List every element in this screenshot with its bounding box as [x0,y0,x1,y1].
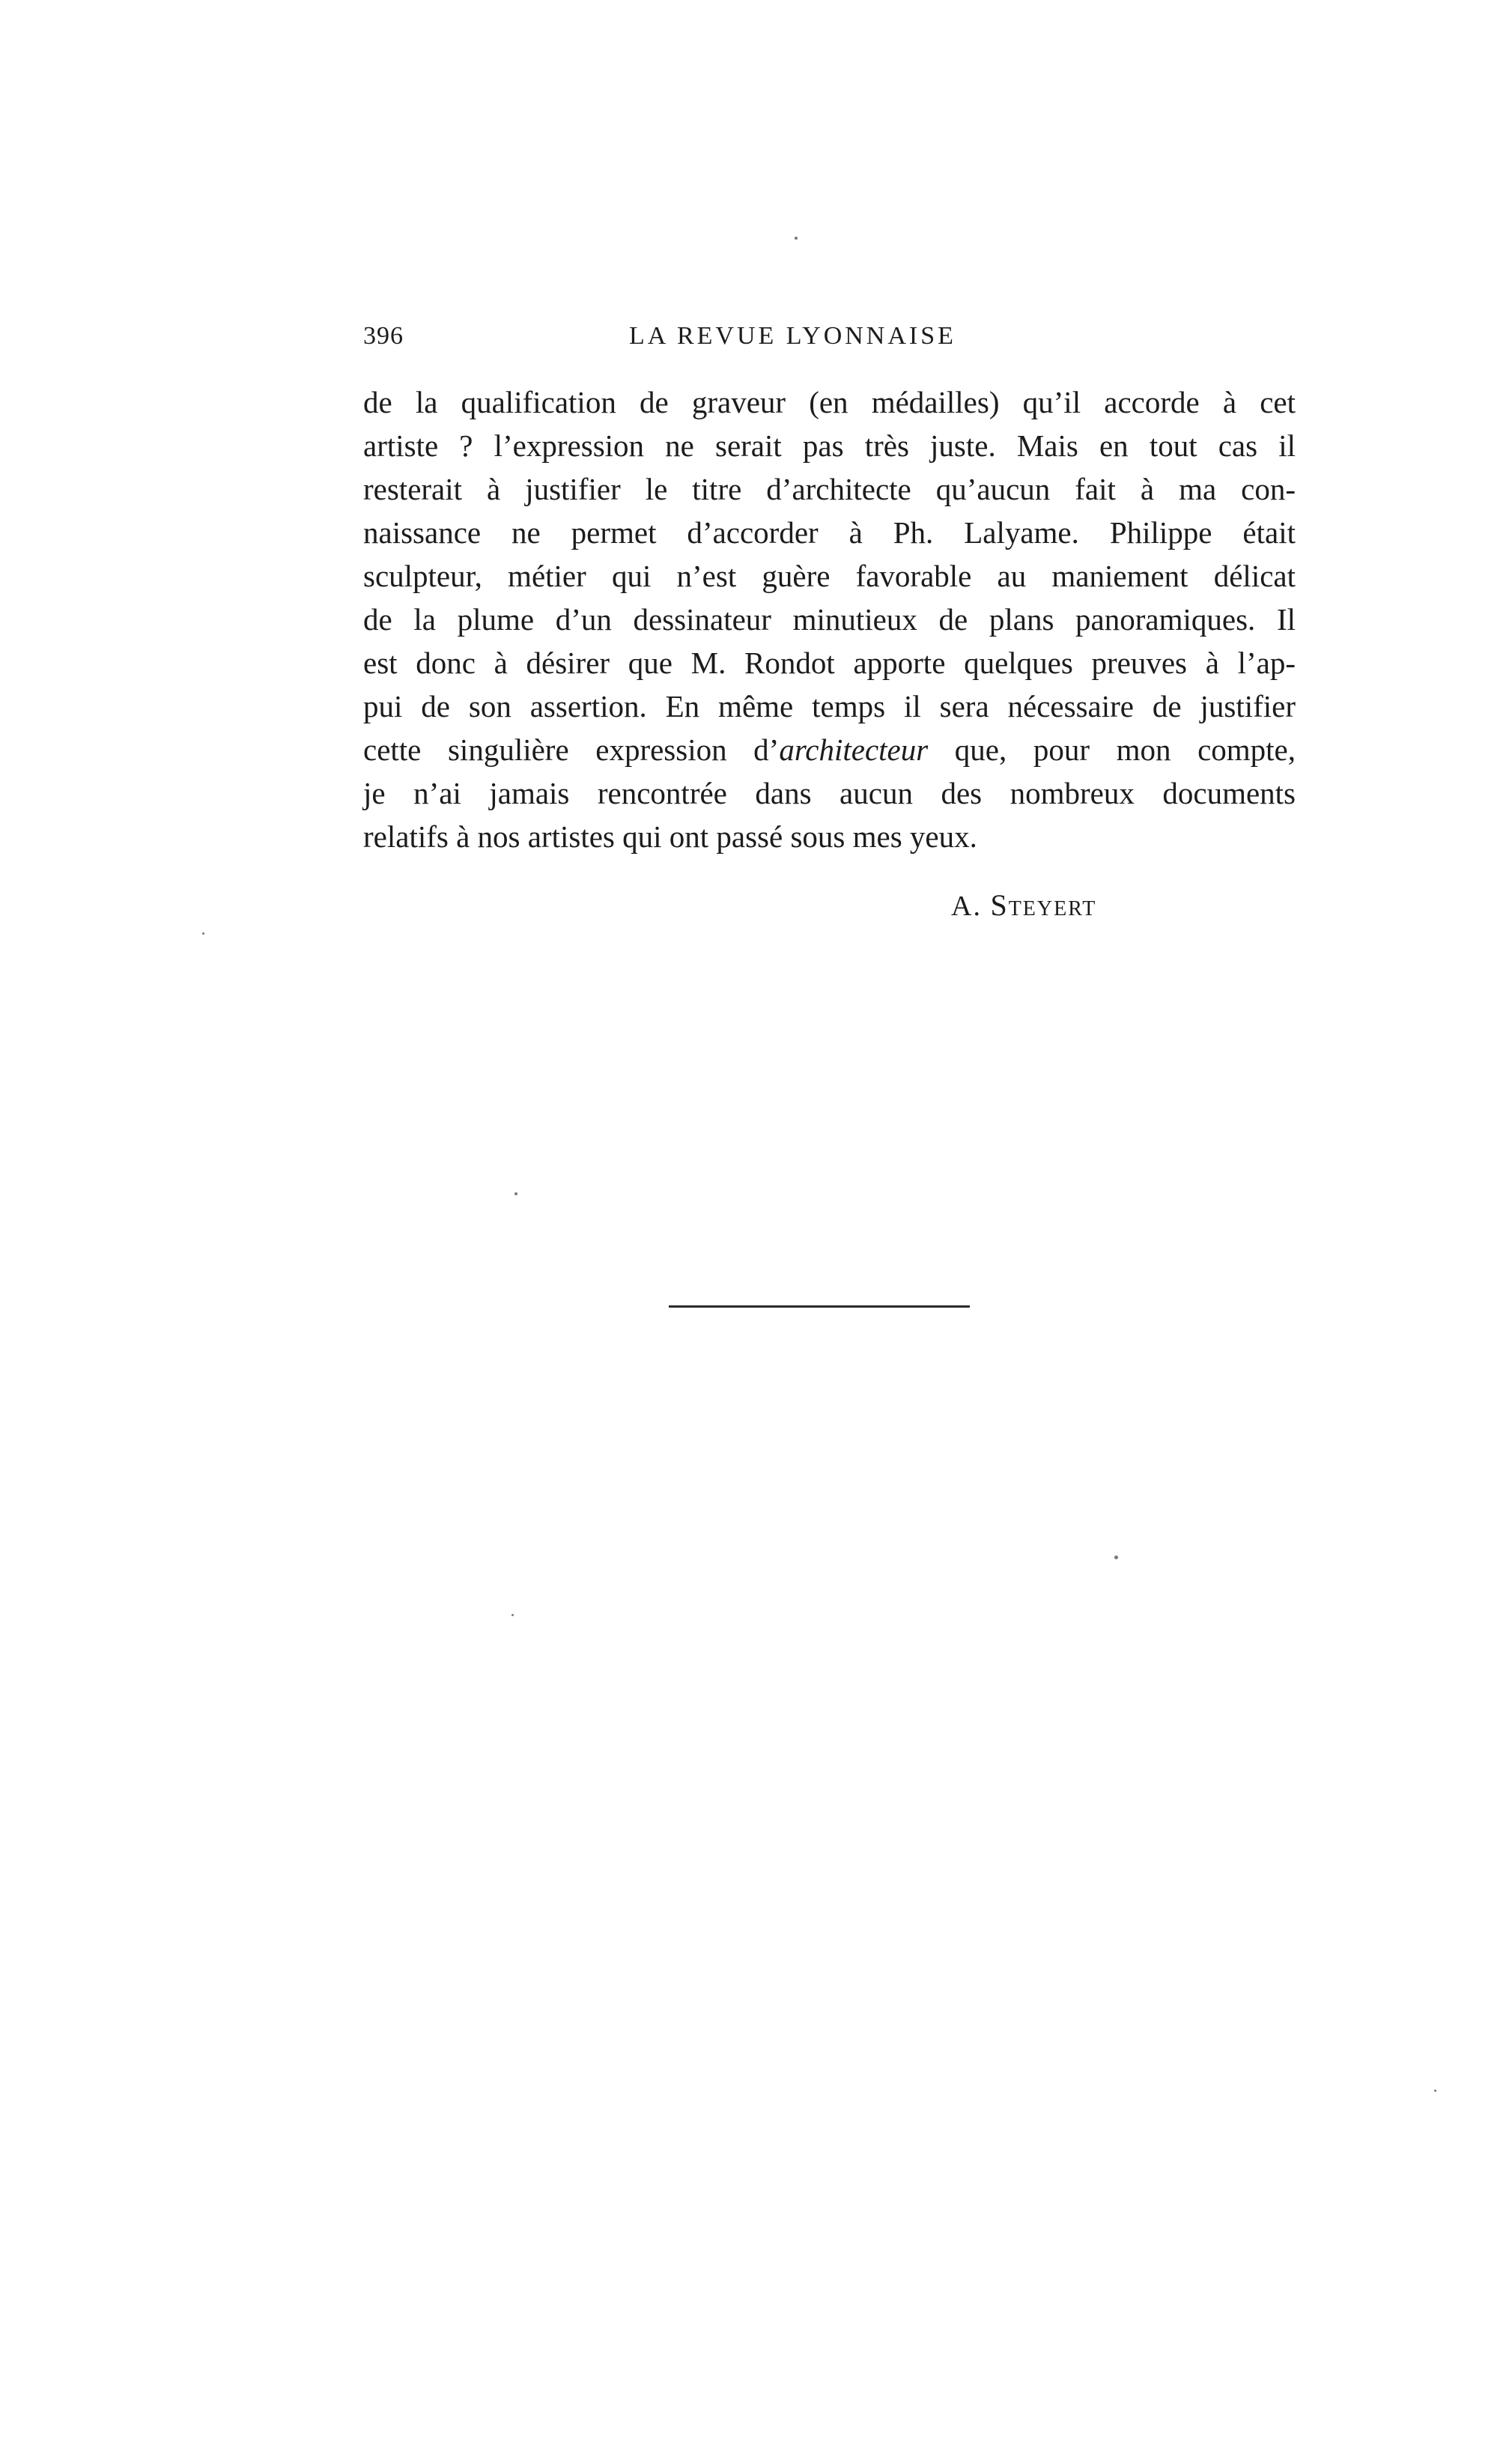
journal-title: LA REVUE LYONNAISE [629,322,956,350]
text-line: de la plume d’un dessinateur minutieux de plans panoramiques. Il [363,602,1296,637]
scan-speck [795,237,798,240]
scan-speck [1434,2090,1436,2092]
text-line [363,728,1296,771]
running-head [363,322,1296,359]
scan-speck [202,932,204,935]
text-line: sculpteur, métier qui n’est guère favorable au maniement délicat [363,559,1296,593]
text-line-segment: que, pour mon compte, [928,732,1296,767]
scan-speck [1114,1556,1118,1559]
text-line: artiste ? l’expression ne serait pas très juste. Mais en tout cas il [363,428,1296,463]
author-signature [951,887,1296,923]
text-line: naissance ne permet d’accorder à Ph. Lalyame. Philippe était [363,515,1296,550]
text-line: de la qualification de graveur (en médailles) qu’il accorde à cet [363,385,1296,419]
italic-term: architecteur [779,732,929,767]
text-line-segment: cette singulière expression d’ [363,732,780,767]
text-line: resterait à justifier le titre d’architecte qu’aucun fait à ma con- [363,472,1296,506]
text-line: pui de son assertion. En même temps il sera nécessaire de justifier [363,689,1296,723]
page-number: 396 [363,322,404,350]
body-paragraph [363,380,1296,858]
text-line: relatifs à nos artistes qui ont passé sous mes yeux. [363,819,977,854]
author-initial: A. [951,890,982,922]
scan-speck [511,1614,514,1616]
text-line: est donc à désirer que M. Rondot apporte quelques preuves à l’ap- [363,646,1296,680]
scan-speck [514,1192,517,1195]
author-surname: Steyert [990,888,1097,922]
section-divider [669,1305,970,1308]
text-line: je n’ai jamais rencontrée dans aucun des nombreux documents [363,776,1296,810]
